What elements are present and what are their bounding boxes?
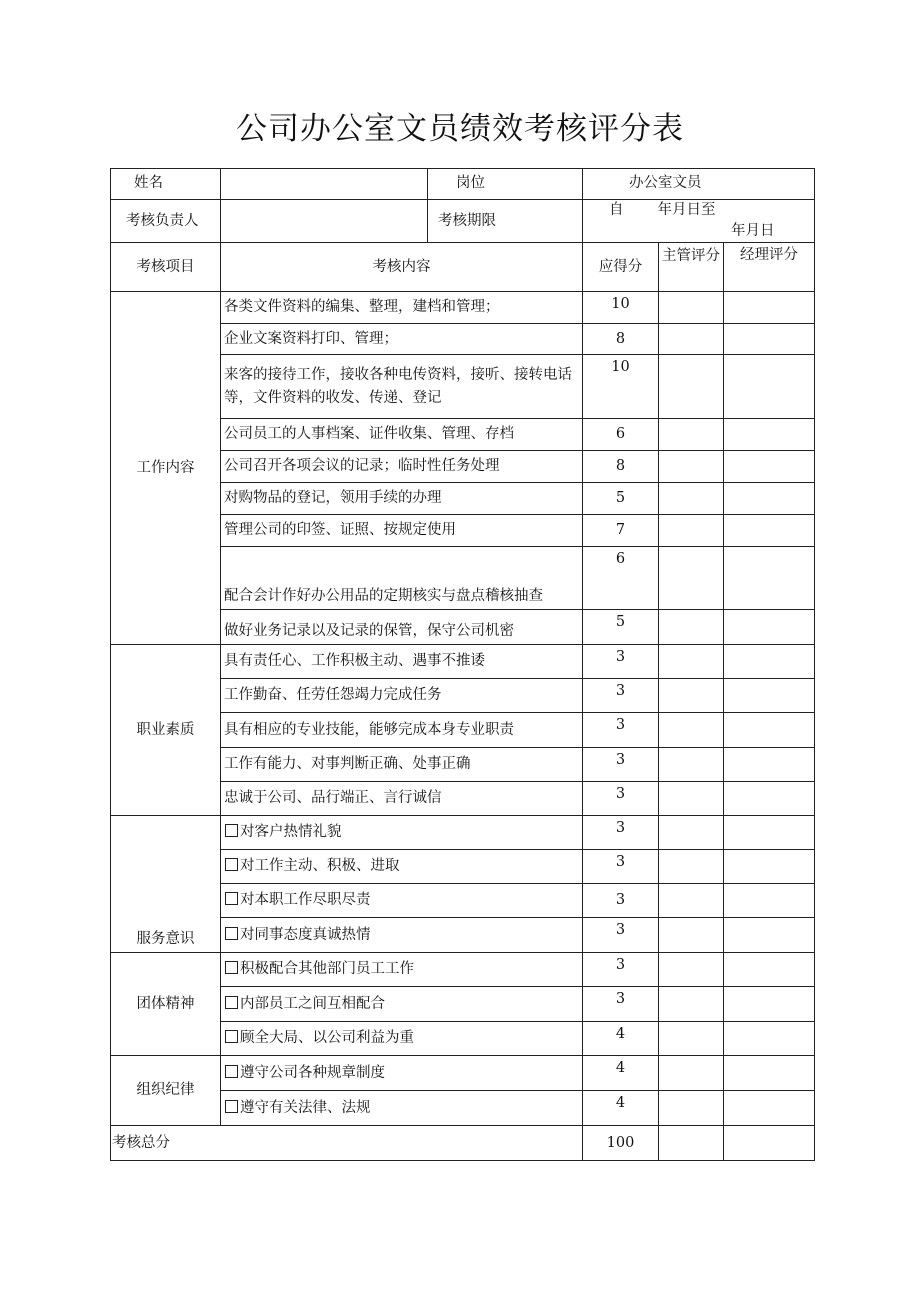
section-label-service: 服务意识 <box>111 816 221 953</box>
section-label-team: 团体精神 <box>111 953 221 1056</box>
row-content: 配合会计作好办公用品的定期核实与盘点稽核抽查 <box>221 547 583 610</box>
header-row-period <box>111 200 815 243</box>
supervisor-score-cell[interactable] <box>659 645 724 679</box>
manager-score-cell[interactable] <box>724 515 815 547</box>
manager-score-cell[interactable] <box>724 816 815 850</box>
section-label-quality: 职业素质 <box>111 645 221 816</box>
row-score: 5 <box>583 483 659 515</box>
checklist-item: 对同事态度真诚热情 <box>221 918 583 953</box>
manager-score-cell[interactable] <box>724 483 815 515</box>
row-score: 3 <box>583 816 659 850</box>
row-score: 3 <box>583 850 659 884</box>
row-score: 8 <box>583 324 659 355</box>
manager-score-cell[interactable] <box>724 355 815 419</box>
checklist-item: 内部员工之间互相配合 <box>221 987 583 1022</box>
col-content-header: 考核内容 <box>221 243 583 292</box>
reviewer-field[interactable] <box>221 200 428 243</box>
manager-score-cell[interactable] <box>724 451 815 483</box>
manager-score-cell[interactable] <box>724 610 815 645</box>
page-title: 公司办公室文员绩效考核评分表 <box>236 111 684 147</box>
position-label: 岗位 <box>428 169 583 200</box>
period-mid: 年月日至 <box>657 202 716 218</box>
table-row <box>111 645 815 679</box>
supervisor-score-cell[interactable] <box>659 816 724 850</box>
row-score: 6 <box>583 419 659 451</box>
row-content: 具有责任心、工作积极主动、遇事不推诿 <box>221 645 583 679</box>
row-content: 具有相应的专业技能，能够完成本身专业职责 <box>221 713 583 748</box>
manager-score-cell[interactable] <box>724 782 815 816</box>
supervisor-score-cell[interactable] <box>659 1091 724 1126</box>
manager-score-cell[interactable] <box>724 547 815 610</box>
row-score: 10 <box>583 355 659 419</box>
section-label-discipline: 组织纪律 <box>111 1056 221 1126</box>
checklist-item: 对本职工作尽职尽责 <box>221 884 583 918</box>
row-content: 公司员工的人事档案、证件收集、管理、存档 <box>221 419 583 451</box>
supervisor-score-cell[interactable] <box>659 483 724 515</box>
col-score-header: 应得分 <box>583 243 659 292</box>
checkbox-icon[interactable] <box>225 1065 238 1078</box>
supervisor-score-cell[interactable] <box>659 324 724 355</box>
row-score: 3 <box>583 987 659 1022</box>
supervisor-score-cell[interactable] <box>659 679 724 713</box>
supervisor-score-cell[interactable] <box>659 918 724 953</box>
manager-score-cell[interactable] <box>724 419 815 451</box>
row-score: 3 <box>583 884 659 918</box>
supervisor-score-cell[interactable] <box>659 953 724 987</box>
manager-score-cell[interactable] <box>724 713 815 748</box>
row-score: 4 <box>583 1091 659 1126</box>
reviewer-label: 考核负责人 <box>111 200 221 243</box>
row-score: 6 <box>583 547 659 610</box>
row-score: 5 <box>583 610 659 645</box>
manager-score-cell[interactable] <box>724 1091 815 1126</box>
checkbox-icon[interactable] <box>225 1100 238 1113</box>
checkbox-icon[interactable] <box>225 824 238 837</box>
manager-score-cell[interactable] <box>724 748 815 782</box>
row-score: 3 <box>583 748 659 782</box>
name-label: 姓名 <box>111 169 221 200</box>
row-content: 各类文件资料的编集、整理，建档和管理； <box>221 292 583 324</box>
checkbox-icon[interactable] <box>225 996 238 1009</box>
checkbox-icon[interactable] <box>225 892 238 905</box>
supervisor-score-cell[interactable] <box>659 515 724 547</box>
supervisor-score-cell[interactable] <box>659 782 724 816</box>
row-content: 工作勤奋、任劳任怨竭力完成任务 <box>221 679 583 713</box>
supervisor-score-cell[interactable] <box>659 1056 724 1091</box>
period-from: 自 <box>609 202 624 218</box>
supervisor-score-cell[interactable] <box>659 1022 724 1056</box>
checklist-item: 对客户热情礼貌 <box>221 816 583 850</box>
supervisor-score-cell[interactable] <box>659 419 724 451</box>
manager-score-cell[interactable] <box>724 292 815 324</box>
row-content: 做好业务记录以及记录的保管，保守公司机密 <box>221 610 583 645</box>
row-content: 公司召开各项会议的记录；临时性任务处理 <box>221 451 583 483</box>
checklist-item: 遵守公司各种规章制度 <box>221 1056 583 1091</box>
supervisor-score-cell[interactable] <box>659 355 724 419</box>
supervisor-score-cell[interactable] <box>659 292 724 324</box>
supervisor-score-cell[interactable] <box>659 547 724 610</box>
supervisor-total-cell[interactable] <box>659 1126 724 1161</box>
table-row <box>111 1056 815 1091</box>
manager-score-cell[interactable] <box>724 1056 815 1091</box>
manager-score-cell[interactable] <box>724 645 815 679</box>
row-content: 管理公司的印签、证照、按规定使用 <box>221 515 583 547</box>
manager-score-cell[interactable] <box>724 884 815 918</box>
manager-score-cell[interactable] <box>724 679 815 713</box>
row-score: 3 <box>583 713 659 748</box>
checklist-item: 对工作主动、积极、进取 <box>221 850 583 884</box>
col-manager-header: 经理评分 <box>724 243 815 292</box>
row-content: 工作有能力、对事判断正确、处事正确 <box>221 748 583 782</box>
checkbox-icon[interactable] <box>225 1030 238 1043</box>
supervisor-score-cell[interactable] <box>659 748 724 782</box>
row-score: 8 <box>583 451 659 483</box>
table-row <box>111 292 815 324</box>
manager-score-cell[interactable] <box>724 850 815 884</box>
manager-score-cell[interactable] <box>724 1022 815 1056</box>
header-row-name <box>111 169 815 200</box>
manager-score-cell[interactable] <box>724 953 815 987</box>
section-label-work: 工作内容 <box>111 292 221 645</box>
name-field[interactable] <box>221 169 428 200</box>
period-label: 考核期限 <box>428 200 583 243</box>
supervisor-score-cell[interactable] <box>659 713 724 748</box>
row-score: 7 <box>583 515 659 547</box>
checklist-item: 顾全大局、以公司利益为重 <box>221 1022 583 1056</box>
table-row <box>111 953 815 987</box>
row-score: 4 <box>583 1022 659 1056</box>
total-row <box>111 1126 815 1161</box>
period-field[interactable] <box>583 200 815 243</box>
manager-score-cell[interactable] <box>724 918 815 953</box>
row-score: 3 <box>583 918 659 953</box>
supervisor-score-cell[interactable] <box>659 987 724 1022</box>
manager-total-cell[interactable] <box>724 1126 815 1161</box>
row-content: 忠诚于公司、品行端正、言行诚信 <box>221 782 583 816</box>
manager-score-cell[interactable] <box>724 324 815 355</box>
row-score: 3 <box>583 953 659 987</box>
supervisor-score-cell[interactable] <box>659 850 724 884</box>
checkbox-icon[interactable] <box>225 961 238 974</box>
checkbox-icon[interactable] <box>225 858 238 871</box>
supervisor-score-cell[interactable] <box>659 451 724 483</box>
position-field[interactable]: 办公室文员 <box>583 169 815 200</box>
row-score: 3 <box>583 679 659 713</box>
row-score: 4 <box>583 1056 659 1091</box>
manager-score-cell[interactable] <box>724 987 815 1022</box>
row-score: 3 <box>583 645 659 679</box>
row-content: 来客的接待工作，接收各种电传资料，接听、接转电话等，文件资料的收发、传递、登记 <box>221 355 583 419</box>
col-supervisor-header: 主管评分 <box>659 243 724 292</box>
supervisor-score-cell[interactable] <box>659 610 724 645</box>
checkbox-icon[interactable] <box>225 927 238 940</box>
table-row <box>111 816 815 850</box>
checklist-item: 积极配合其他部门员工工作 <box>221 953 583 987</box>
row-content: 企业文案资料打印、管理； <box>221 324 583 355</box>
period-end: 年月日 <box>731 223 775 240</box>
checklist-item: 遵守有关法律、法规 <box>221 1091 583 1126</box>
row-score: 10 <box>583 292 659 324</box>
row-content: 对购物品的登记，领用手续的办理 <box>221 483 583 515</box>
total-label: 考核总分 <box>111 1126 583 1161</box>
row-score: 3 <box>583 782 659 816</box>
column-header-row <box>111 243 815 292</box>
col-item-header: 考核项目 <box>111 243 221 292</box>
supervisor-score-cell[interactable] <box>659 884 724 918</box>
evaluation-table <box>110 168 815 1161</box>
total-score: 100 <box>583 1126 659 1161</box>
